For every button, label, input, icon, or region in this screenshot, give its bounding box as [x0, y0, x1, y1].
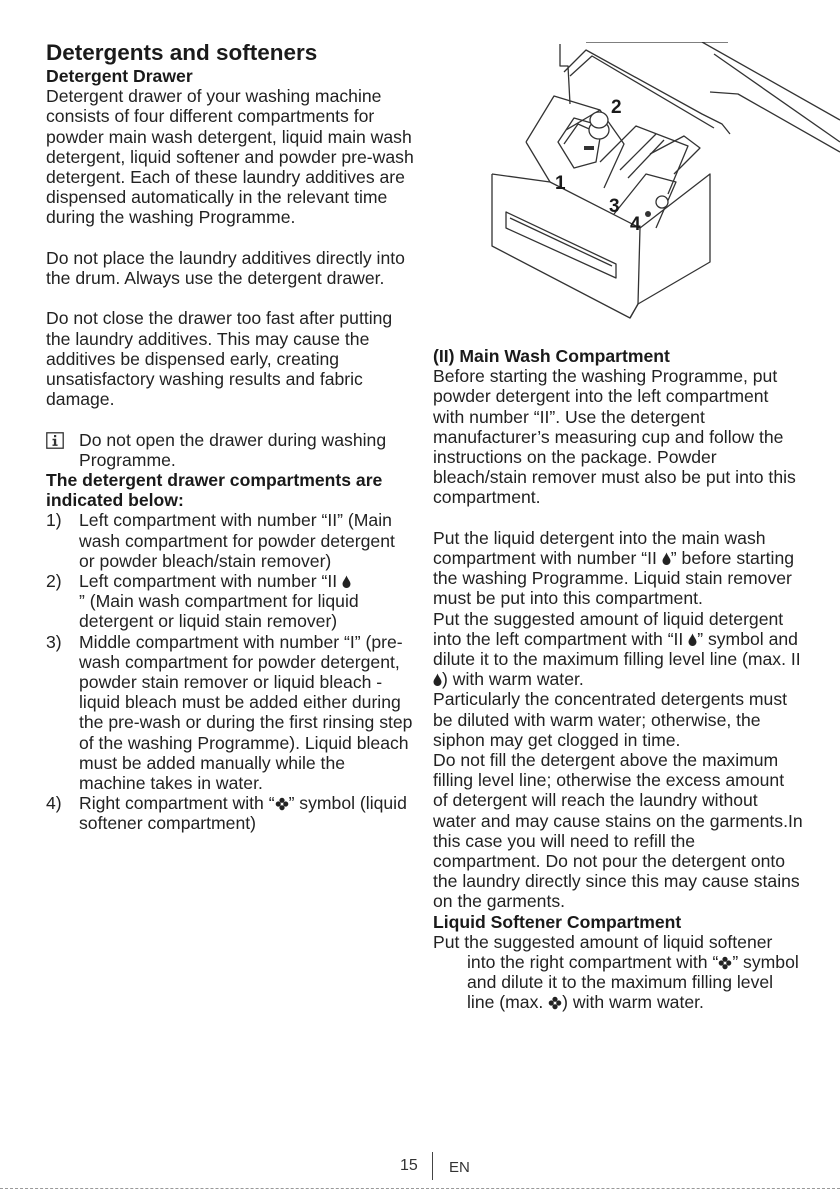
right-column: [433, 346, 803, 1013]
footer-divider: [432, 1152, 433, 1180]
detergent-drawer-illustration: [478, 42, 840, 344]
page-title: Detergents and softeners: [46, 40, 318, 65]
drum-warning-paragraph: Do not place the laundry additives directly into the drum. Always use the detergent drawer.: [46, 247, 405, 289]
list-item: 4) Right compartment with “ ” symbol (liquid softener compartment): [46, 793, 407, 834]
page-number: 15: [400, 1157, 418, 1174]
page-footer: [0, 1152, 840, 1182]
list-item: 3) Middle compartment with number “I” (pre-wash compartment for powder detergent, powder stain remover or liquid bleach - liquid bleach must be added either during the pre-wash or during the first rinsing step of the washing Programme). Liquid bleach must be added manually while the machine takes in water.: [46, 631, 413, 794]
liquid-drop-icon: [433, 673, 442, 686]
concentrated-paragraph: Particularly the concentrated detergents must be diluted with warm water; otherwise, the siphon may get clogged in time.: [433, 689, 788, 750]
info-icon: [46, 432, 64, 449]
drawer-label-4: 4: [630, 214, 641, 235]
softener-flower-icon: [718, 956, 732, 970]
dilute-paragraph: Put the suggested amount of liquid detergent into the left compartment with “II ” symbol and dilute it to the maximum filling level line (max. II ) with warm water.: [433, 608, 801, 690]
softener-flower-icon: [548, 996, 562, 1010]
section-heading-main-wash: (II) Main Wash Compartment: [433, 346, 670, 366]
list-item: 2) Left compartment with number “II ” (Main wash compartment for liquid detergent or liquid stain remover): [46, 571, 359, 632]
drawer-label-1: 1: [555, 173, 566, 194]
intro-paragraph: Detergent drawer of your washing machine consists of four different compartments for powder main wash detergent, liquid main wash detergent, liquid softener and powder pre-wash detergent. Each of these laundry additives are dispensed automatically in the relevant time during the washing Programme.: [46, 86, 414, 228]
drawer-label-3: 3: [609, 196, 620, 217]
close-drawer-paragraph: Do not close the drawer too fast after putting the laundry additives. This may cause the additives be dispensed early, creating unsatisfactory washing results and fabric damage.: [46, 308, 393, 410]
overfill-paragraph: Do not fill the detergent above the maximum filling level line; otherwise the excess amount of detergent will reach the laundry without water and may cause stains on the garments.In this case you will need to refill the compartment. Do not pour the detergent onto the laundry directly since this may cause stains on the garments.: [433, 750, 803, 912]
drawer-label-2: 2: [611, 97, 622, 118]
compartment-list: [46, 510, 414, 833]
info-note-text: Do not open the drawer during washing Programme.: [79, 429, 387, 470]
compartments-heading: The detergent drawer compartments are indicated below:: [46, 470, 383, 511]
left-column: [46, 40, 414, 834]
bottom-divider: [0, 1188, 840, 1189]
language-code: EN: [449, 1159, 470, 1176]
section-heading-softener: Liquid Softener Compartment: [433, 911, 682, 932]
liquid-drop-icon: [662, 552, 671, 565]
softener-flower-icon: [275, 797, 289, 811]
info-note: [46, 430, 414, 470]
softener-paragraph: Put the suggested amount of liquid softener into the right compartment with “ ” symbol and dilute it to the maximum filling level line (max. ) with warm water.: [433, 931, 799, 1013]
section-heading-detergent-drawer: Detergent Drawer: [46, 66, 193, 86]
list-item: 1) Left compartment with number “II” (Main wash compartment for powder detergent or powder bleach/stain remover): [46, 510, 395, 571]
liquid-detergent-paragraph: Put the liquid detergent into the main wash compartment with number “II ” before starting the washing Programme. Liquid stain remover must be put into this compartment.: [433, 527, 795, 609]
liquid-drop-icon: [688, 633, 697, 646]
liquid-drop-icon: [342, 575, 351, 588]
main-wash-paragraph: Before starting the washing Programme, put powder detergent into the left compartment with number “II”. Use the detergent manufacturer’s measuring cup and follow the instructions on the package. Powder bleach/stain remover must also be put into this compartment.: [433, 366, 796, 508]
